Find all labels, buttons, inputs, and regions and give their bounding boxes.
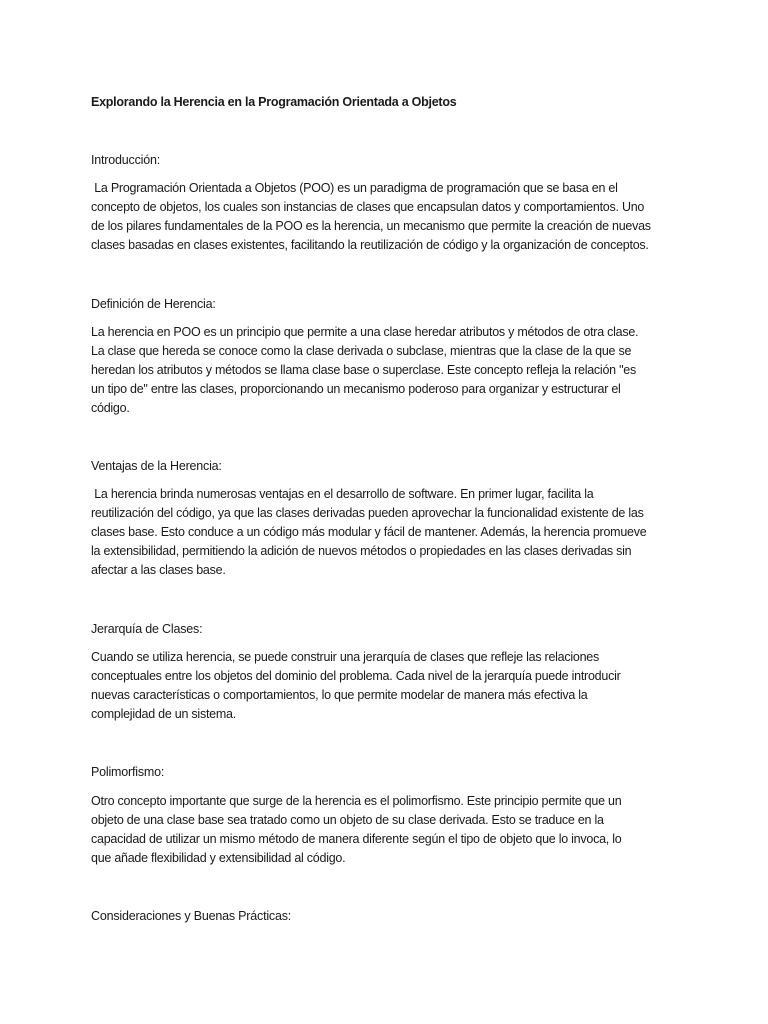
section-paragraph-introduccion: [91, 179, 681, 255]
paragraph-line: de los pilares fundamentales de la POO es la herencia, un mecanismo que permite la creación de nuevas: [91, 219, 651, 233]
section-paragraph-ventajas: [91, 485, 681, 580]
section-heading-consideraciones: Consideraciones y Buenas Prácticas:: [91, 909, 292, 923]
paragraph-line: la extensibilidad, permitiendo la adición de nuevos métodos o propiedades en las clases derivadas sin: [91, 544, 632, 558]
paragraph-line: La Programación Orientada a Objetos (POO) es un paradigma de programación que se basa en el: [91, 181, 618, 195]
paragraph-line: capacidad de utilizar un mismo método de manera diferente según el tipo de objeto que lo invoca, lo: [91, 832, 622, 846]
paragraph-line: objeto de una clase base sea tratado como un objeto de su clase derivada. Esto se traduce en la: [91, 813, 604, 827]
paragraph-line: conceptuales entre los objetos del dominio del problema. Cada nivel de la jerarquía puede introducir: [91, 669, 621, 683]
paragraph-line: que añade flexibilidad y extensibilidad al código.: [91, 851, 346, 865]
document-title: Explorando la Herencia en la Programación Orientada a Objetos: [91, 95, 457, 109]
paragraph-line: nuevas características o comportamientos, lo que permite modelar de manera más efectiva la: [91, 688, 588, 702]
paragraph-line: clases basadas en clases existentes, facilitando la reutilización de código y la organización de conceptos.: [91, 238, 649, 252]
paragraph-line: concepto de objetos, los cuales son instancias de clases que encapsulan datos y comportamientos. Uno: [91, 200, 645, 214]
section-heading-introduccion: Introducción:: [91, 153, 160, 167]
paragraph-line: Otro concepto importante que surge de la herencia es el polimorfismo. Este principio permite que un: [91, 794, 622, 808]
section-heading-definicion: Definición de Herencia:: [91, 297, 216, 311]
paragraph-line: reutilización del código, ya que las clases derivadas pueden aprovechar la funcionalidad existente de las: [91, 506, 644, 520]
section-heading-polimorfismo: Polimorfismo:: [91, 765, 165, 779]
section-paragraph-jerarquia: [91, 648, 681, 724]
paragraph-line: heredan los atributos y métodos se llama clase base o superclase. Este concepto refleja la relación "es: [91, 363, 636, 377]
paragraph-line: un tipo de" entre las clases, proporcionando un mecanismo poderoso para organizar y estructurar el: [91, 382, 621, 396]
paragraph-line: afectar a las clases base.: [91, 563, 226, 577]
paragraph-line: código.: [91, 401, 130, 415]
paragraph-line: La herencia en POO es un principio que permite a una clase heredar atributos y métodos de otra clase.: [91, 325, 639, 339]
paragraph-line: clases base. Esto conduce a un código más modular y fácil de mantener. Además, la herencia promueve: [91, 525, 647, 539]
paragraph-line: La herencia brinda numerosas ventajas en el desarrollo de software. En primer lugar, facilita la: [91, 487, 594, 501]
paragraph-line: La clase que hereda se conoce como la clase derivada o subclase, mientras que la clase de la que se: [91, 344, 632, 358]
section-paragraph-definicion: [91, 323, 681, 418]
section-heading-ventajas: Ventajas de la Herencia:: [91, 459, 222, 473]
paragraph-line: complejidad de un sistema.: [91, 707, 236, 721]
paragraph-line: Cuando se utiliza herencia, se puede construir una jerarquía de clases que refleje las relaciones: [91, 650, 600, 664]
section-heading-jerarquia: Jerarquía de Clases:: [91, 622, 203, 636]
section-paragraph-polimorfismo: [91, 792, 681, 868]
